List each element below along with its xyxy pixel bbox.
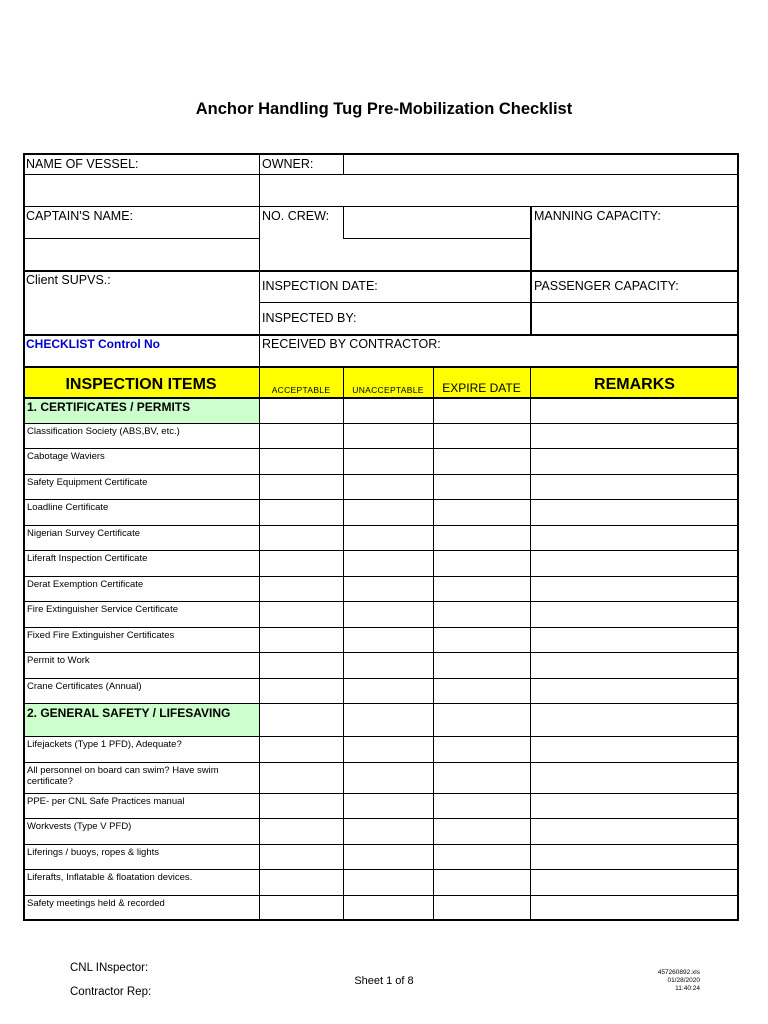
checklist-control-no-label: CHECKLIST Control No: [26, 337, 160, 351]
inspection-date-label: INSPECTION DATE:: [262, 279, 378, 293]
column-header-expire-date: EXPIRE DATE: [442, 381, 521, 395]
list-item: Liferings / buoys, ropes & lights: [27, 847, 160, 858]
row-divider: [23, 762, 739, 763]
row-divider: [23, 474, 739, 475]
list-item: Derat Exemption Certificate: [27, 579, 144, 590]
divider: [23, 366, 739, 368]
list-item: Permit to Work: [27, 655, 90, 666]
list-item: Crane Certificates (Annual): [27, 681, 142, 692]
list-item: Liferaft Inspection Certificate: [27, 553, 148, 564]
divider: [259, 302, 739, 303]
divider: [343, 206, 344, 239]
row-divider: [23, 844, 739, 845]
received-by-contractor-label: RECEIVED BY CONTRACTOR:: [262, 337, 441, 351]
row-divider: [23, 601, 739, 602]
list-item: Lifejackets (Type 1 PFD), Adequate?: [27, 739, 182, 750]
passenger-capacity-label: PASSENGER CAPACITY:: [534, 279, 679, 293]
list-item: Nigerian Survey Certificate: [27, 528, 140, 539]
row-divider: [23, 525, 739, 526]
divider: [530, 367, 531, 921]
row-divider: [23, 703, 739, 704]
column-header-acceptable: ACCEPTABLE: [271, 385, 331, 395]
row-divider: [23, 576, 739, 577]
divider: [259, 367, 260, 921]
divider: [23, 270, 739, 272]
divider: [23, 174, 739, 175]
divider: [343, 238, 530, 239]
divider: [23, 238, 259, 239]
divider: [23, 206, 739, 207]
row-divider: [23, 627, 739, 628]
inspected-by-label: INSPECTED BY:: [262, 311, 357, 325]
column-header-items: INSPECTION ITEMS: [65, 376, 217, 393]
row-divider: [23, 793, 739, 794]
row-divider: [23, 652, 739, 653]
file-name: 457260892.xls: [657, 969, 700, 976]
section-title: 1. CERTIFICATES / PERMITS: [27, 400, 191, 414]
row-divider: [23, 448, 739, 449]
sheet-number: Sheet 1 of 8: [354, 975, 414, 987]
list-item: Cabotage Waviers: [27, 451, 105, 462]
name-of-vessel-label: NAME OF VESSEL:: [26, 157, 139, 171]
client-supvs-label: Client SUPVS.:: [26, 273, 111, 287]
cnl-inspector-label: CNL INspector:: [70, 962, 149, 974]
row-divider: [23, 423, 739, 424]
divider: [343, 153, 344, 175]
no-crew-label: NO. CREW:: [262, 209, 330, 223]
divider: [23, 334, 739, 336]
divider: [343, 367, 344, 921]
list-item: Fire Extinguisher Service Certificate: [27, 604, 178, 615]
print-date: 01/28/2020: [667, 977, 700, 984]
divider: [23, 397, 739, 399]
row-divider: [23, 818, 739, 819]
list-item: PPE- per CNL Safe Practices manual: [27, 796, 185, 807]
list-item: Classification Society (ABS,BV, etc.): [27, 426, 180, 437]
list-item: Safety meetings held & recorded: [27, 898, 165, 909]
row-divider: [23, 499, 739, 500]
list-item: Liferafts, Inflatable & floatation devices.: [27, 872, 193, 883]
row-divider: [23, 736, 739, 737]
owner-label: OWNER:: [262, 157, 314, 171]
captains-name-label: CAPTAIN'S NAME:: [26, 209, 134, 223]
print-time: 11:40:24: [675, 985, 700, 992]
column-header-unacceptable: UNACCEPTABLE: [352, 385, 424, 395]
list-item: Safety Equipment Certificate: [27, 477, 148, 488]
row-divider: [23, 550, 739, 551]
column-header-remarks: REMARKS: [594, 376, 675, 393]
list-item: All personnel on board can swim? Have swim certificate?: [27, 765, 219, 787]
manning-capacity-label: MANNING CAPACITY:: [534, 209, 661, 223]
page-title: Anchor Handling Tug Pre-Mobilization Checklist: [195, 100, 573, 118]
row-divider: [23, 869, 739, 870]
list-item: Fixed Fire Extinguisher Certificates: [27, 630, 175, 641]
list-item: Loadline Certificate: [27, 502, 109, 513]
section-title: 2. GENERAL SAFETY / LIFESAVING: [27, 706, 231, 720]
row-divider: [23, 678, 739, 679]
divider: [433, 367, 434, 921]
row-divider: [23, 895, 739, 896]
list-item: Workvests (Type V PFD): [27, 821, 132, 832]
contractor-rep-label: Contractor Rep:: [70, 986, 152, 998]
